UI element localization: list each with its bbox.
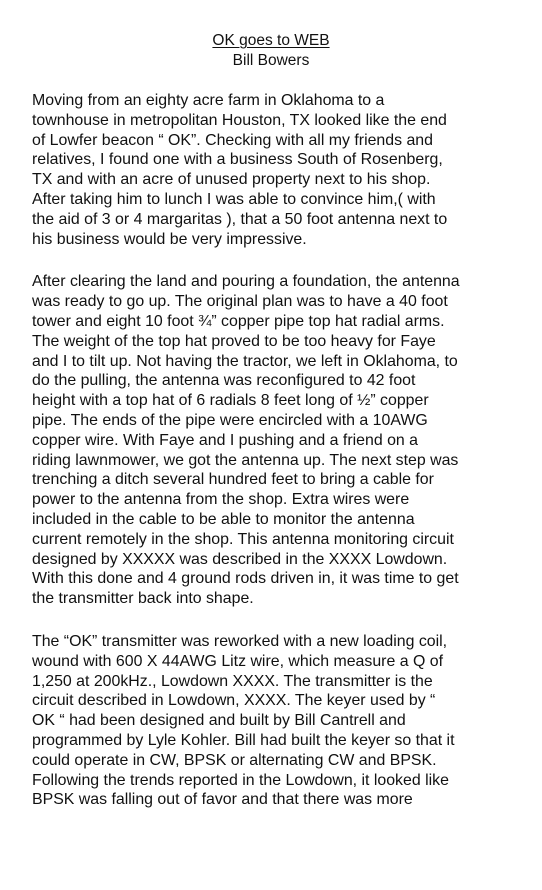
text-line: With this done and 4 ground rods driven in, it was time to get [32, 570, 459, 588]
text-line: OK “ had been designed and built by Bill Cantrell and [32, 712, 406, 730]
text-line: current remotely in the shop. This antenna monitoring circuit [32, 530, 454, 548]
text-line: of Lowfer beacon “ OK”. Checking with all my friends and [32, 131, 433, 149]
text-line: After clearing the land and pouring a foundation, the antenna [32, 273, 460, 291]
text-line: circuit described in Lowdown, XXXX. The keyer used by “ [32, 692, 436, 710]
document-body [32, 91, 532, 833]
text-line: BPSK was falling out of favor and that there was more [32, 791, 413, 809]
text-line: relatives, I found one with a business South of Rosenberg, [32, 151, 443, 169]
text-line: power to the antenna from the shop. Extra wires were [32, 491, 410, 509]
text-line: was ready to go up. The original plan was to have a 40 foot [32, 293, 448, 311]
text-line: do the pulling, the antenna was reconfigured to 42 foot [32, 372, 416, 390]
text-line: The “OK” transmitter was reworked with a new loading coil, [32, 632, 448, 650]
text-line: could operate in CW, BPSK or alternating CW and BPSK. [32, 751, 437, 769]
text-line: riding lawnmower, we got the antenna up. The next step was [32, 451, 459, 469]
text-line: pipe. The ends of the pipe were encircled with a 10AWG [32, 411, 428, 429]
text-line: included in the cable to be able to monitor the antenna [32, 510, 415, 528]
document-author: Bill Bowers [232, 52, 310, 69]
text-line: the transmitter back into shape. [32, 590, 254, 608]
text-line: wound with 600 X 44AWG Litz wire, which measure a Q of [32, 652, 443, 670]
text-line: height with a top hat of 6 radials 8 feet long of ½” copper [32, 392, 429, 410]
text-line: the aid of 3 or 4 margaritas ), that a 50 foot antenna next to [32, 210, 448, 228]
text-line: programmed by Lyle Kohler. Bill had built the keyer so that it [32, 731, 455, 749]
text-line: copper wire. With Faye and I pushing and a friend on a [32, 431, 419, 449]
document-header [0, 31, 542, 71]
paragraph-2 [32, 272, 532, 609]
document-title: OK goes to WEB [212, 32, 330, 49]
text-line: TX and with an acre of unused property next to his shop. [32, 171, 431, 189]
text-line: 1,250 at 200kHz., Lowdown XXXX. The transmitter is the [32, 672, 433, 690]
text-line: tower and eight 10 foot ¾” copper pipe top hat radial arms. [32, 312, 445, 330]
paragraph-3 [32, 632, 532, 810]
text-line: townhouse in metropolitan Houston, TX looked like the end [32, 111, 447, 129]
text-line: trenching a ditch several hundred feet to bring a cable for [32, 471, 434, 489]
text-line: Following the trends reported in the Lowdown, it looked like [32, 771, 449, 789]
text-line: After taking him to lunch I was able to convince him,( with [32, 190, 436, 208]
text-line: The weight of the top hat proved to be too heavy for Faye [32, 332, 436, 350]
text-line: Moving from an eighty acre farm in Oklahoma to a [32, 92, 385, 109]
text-line: designed by XXXXX was described in the XXXX Lowdown. [32, 550, 448, 568]
paragraph-1 [32, 91, 532, 249]
text-line: his business would be very impressive. [32, 230, 307, 248]
text-line: and I to tilt up. Not having the tractor, we left in Oklahoma, to [32, 352, 458, 370]
